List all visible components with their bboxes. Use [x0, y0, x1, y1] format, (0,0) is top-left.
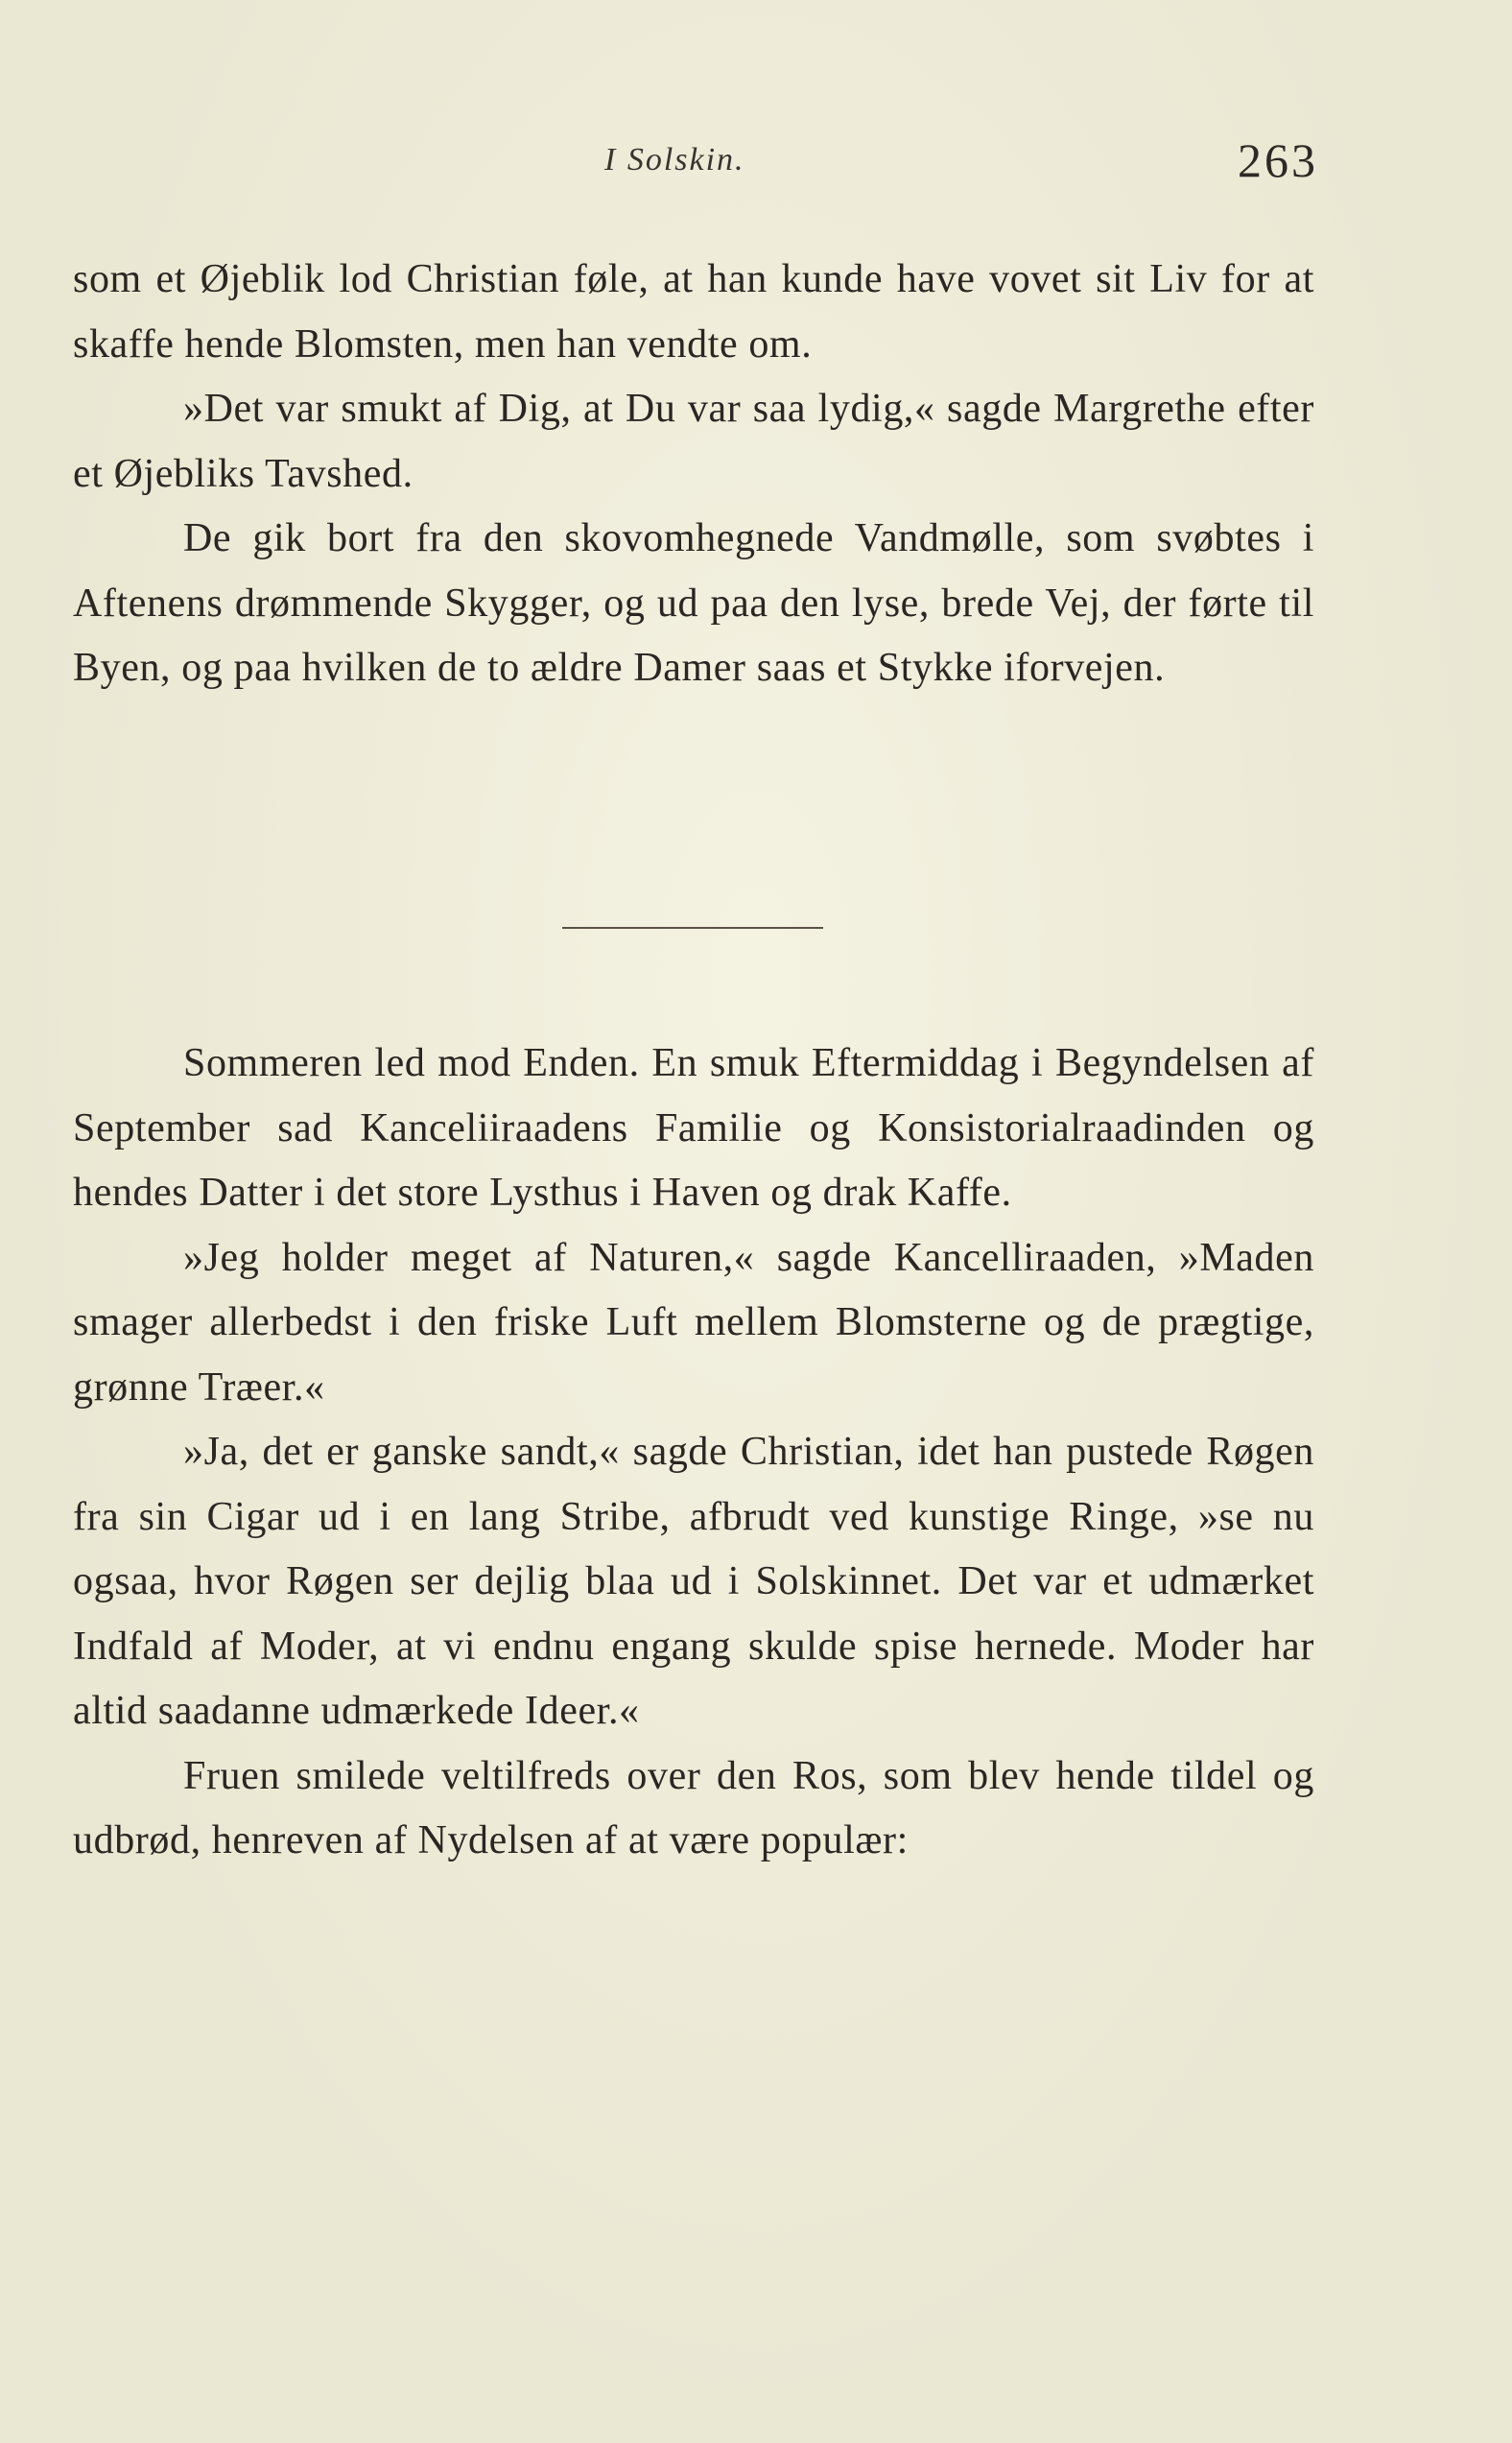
paragraph: Sommeren led mod Enden. En smuk Eftermiddag i Begyndelsen af September sad Kanceliiraadens Familie og Konsistorialraadinden og hendes Datter i det store Lysthus i Haven og drak Kaffe.: [73, 1041, 1314, 1215]
paragraph: »Det var smukt af Dig, at Du var saa lydig,« sagde Margrethe efter et Øjebliks Tavshed.: [73, 387, 1314, 496]
page-number: 263: [1238, 133, 1318, 187]
running-title: I Solskin.: [604, 142, 745, 178]
paragraph: »Jeg holder meget af Naturen,« sagde Kancelliraaden, »Maden smager allerbedst i den friske Luft mellem Blomsterne og de prægtige, grønne Træer.«: [73, 1235, 1314, 1410]
text-section-2: [73, 1032, 1314, 1874]
running-head: [0, 132, 1512, 190]
paragraph: som et Øjeblik lod Christian føle, at han kunde have vovet sit Liv for at skaffe hende Blomsten, men han vendte om.: [73, 257, 1314, 367]
paragraph: De gik bort fra den skovomhegnede Vandmølle, som svøbtes i Aftenens drømmende Skygger, og ud paa den lyse, brede Vej, der førte til Byen, og paa hvilken de to ældre Damer saas et Stykke iforvejen.: [73, 516, 1314, 690]
paragraph: Fruen smilede veltilfreds over den Ros, som blev hende tildel og udbrød, henreven af Nydelsen af at være populær:: [73, 1753, 1314, 1862]
section-divider: [562, 927, 823, 929]
paragraph: »Ja, det er ganske sandt,« sagde Christian, idet han pustede Røgen fra sin Cigar ud i en lang Stribe, afbrudt ved kunstige Ringe, »se nu ogsaa, hvor Røgen ser dejlig blaa ud i Solskinnet. Det var et udmærket Indfald af Moder, at vi endnu engang skulde spise hernede. Moder har altid saadanne udmærkede Ideer.«: [73, 1430, 1314, 1733]
text-section-1: [73, 248, 1314, 701]
